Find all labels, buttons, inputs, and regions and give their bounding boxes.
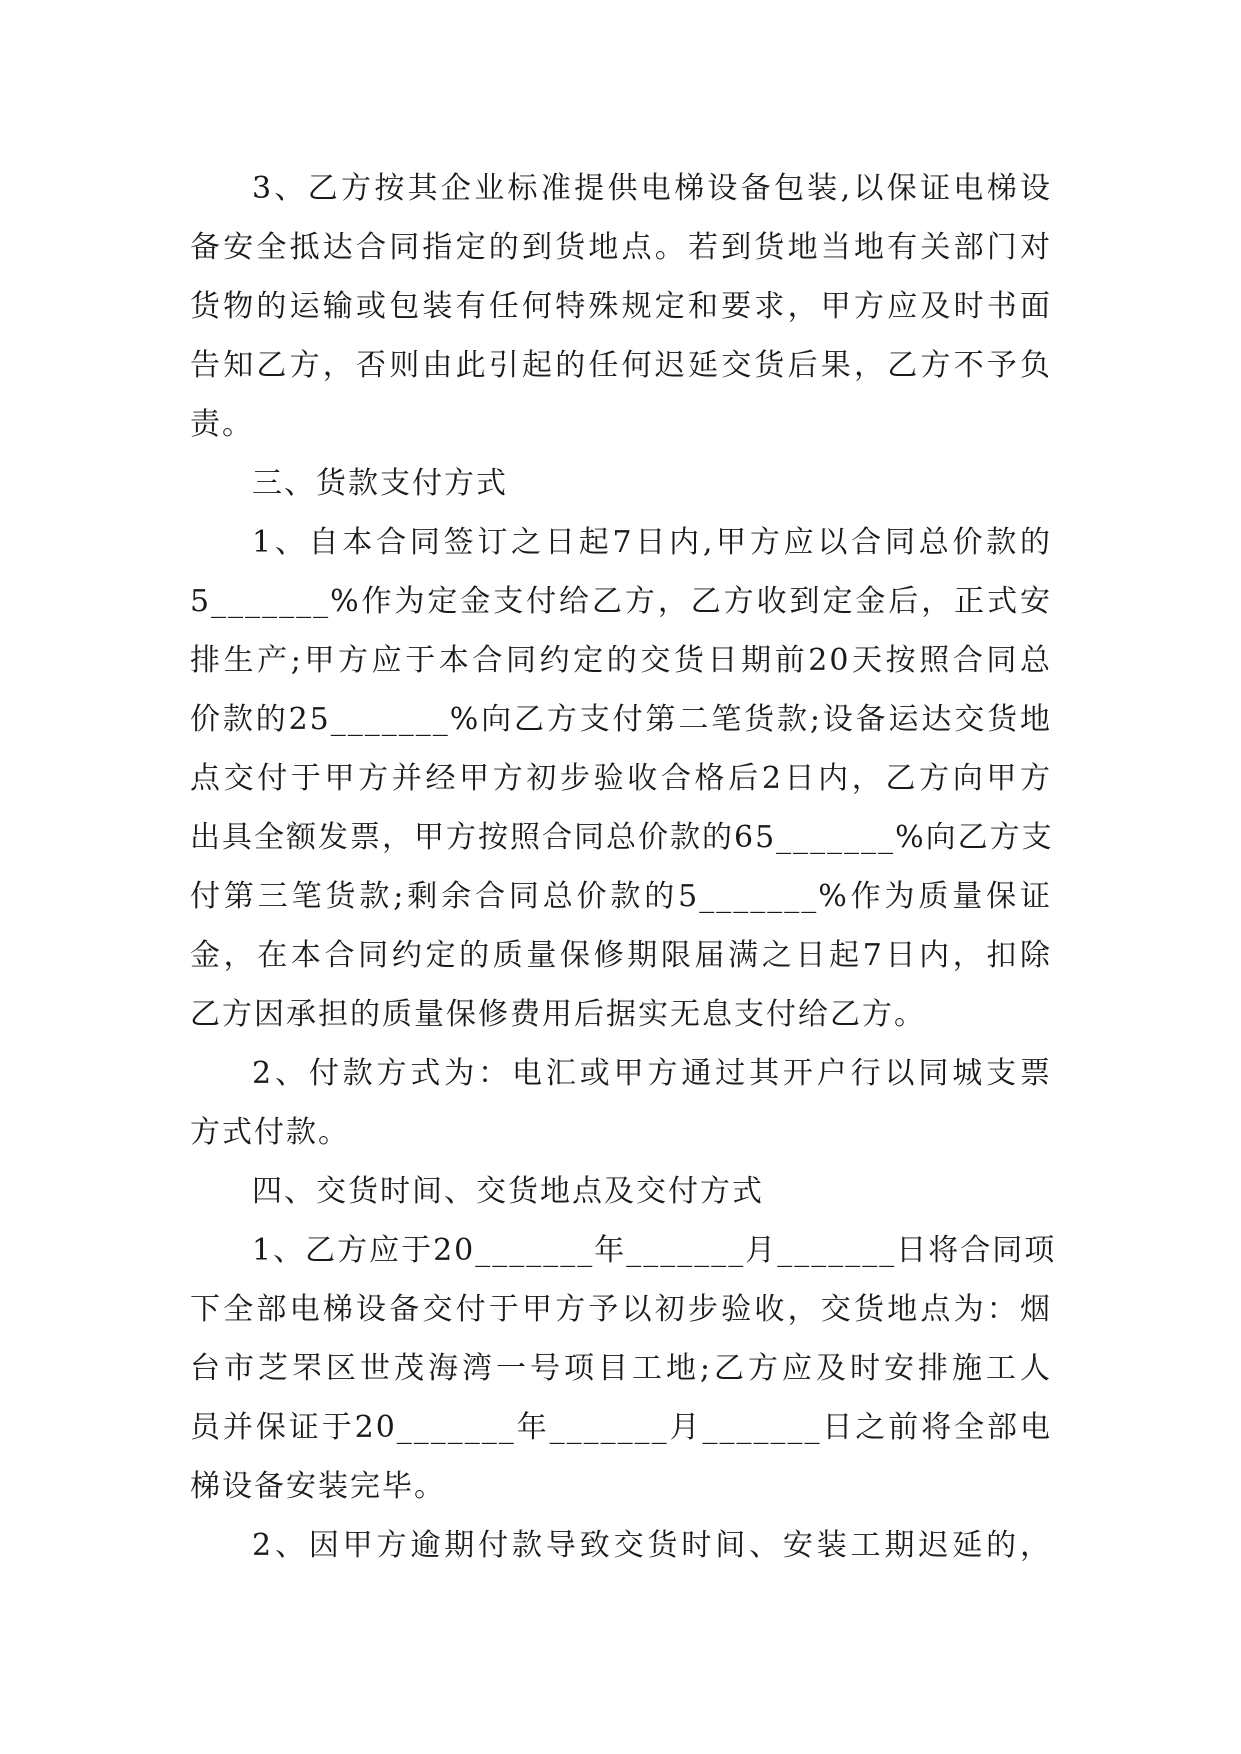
payment-1-line-2: 5_______%作为定金支付给乙方，乙方收到定金后，正式安 [190, 584, 1052, 619]
clause-3-line-2: 备安全抵达合同指定的到货地点。若到货地当地有关部门对 [190, 230, 1052, 265]
clause-3-line-1: 3、乙方按其企业标准提供电梯设备包装,以保证电梯设 [252, 171, 1052, 206]
delivery-1-line-5: 梯设备安装完毕。 [190, 1469, 446, 1504]
payment-1-line-1: 1、自本合同签订之日起7日内,甲方应以合同总价款的 [252, 525, 1052, 560]
section-heading-payment: 三、货款支付方式 [252, 466, 508, 501]
delivery-1-line-3: 台市芝罘区世茂海湾一号项目工地;乙方应及时安排施工人 [190, 1351, 1052, 1386]
payment-1-line-7: 付第三笔货款;剩余合同总价款的5_______%作为质量保证 [190, 879, 1052, 914]
payment-1-line-4: 价款的25_______%向乙方支付第二笔货款;设备运达交货地 [190, 702, 1052, 737]
delivery-1-line-2: 下全部电梯设备交付于甲方予以初步验收，交货地点为：烟 [190, 1292, 1052, 1327]
delivery-2-line-1: 2、因甲方逾期付款导致交货时间、安装工期迟延的， [252, 1528, 1052, 1563]
payment-2-line-1: 2、付款方式为：电汇或甲方通过其开户行以同城支票 [252, 1056, 1052, 1091]
payment-1-line-5: 点交付于甲方并经甲方初步验收合格后2日内，乙方向甲方 [190, 761, 1052, 796]
clause-3-line-5: 责。 [190, 407, 254, 442]
payment-1-line-9: 乙方因承担的质量保修费用后据实无息支付给乙方。 [190, 997, 926, 1032]
payment-2-line-2: 方式付款。 [190, 1115, 350, 1150]
delivery-1-line-4: 员并保证于20_______年_______月_______日之前将全部电 [190, 1410, 1052, 1445]
contract-text [190, 159, 1057, 1575]
clause-3-line-4: 告知乙方，否则由此引起的任何迟延交货后果，乙方不予负 [190, 348, 1052, 383]
payment-1-line-3: 排生产;甲方应于本合同约定的交货日期前20天按照合同总 [190, 643, 1052, 678]
delivery-1-line-1: 1、乙方应于20_______年_______月_______日将合同项 [252, 1233, 1057, 1268]
payment-1-line-6: 出具全额发票，甲方按照合同总价款的65_______%向乙方支 [190, 820, 1054, 855]
section-heading-delivery: 四、交货时间、交货地点及交付方式 [252, 1174, 764, 1209]
clause-3-line-3: 货物的运输或包装有任何特殊规定和要求，甲方应及时书面 [190, 289, 1052, 324]
payment-1-line-8: 金，在本合同约定的质量保修期限届满之日起7日内，扣除 [190, 938, 1052, 973]
